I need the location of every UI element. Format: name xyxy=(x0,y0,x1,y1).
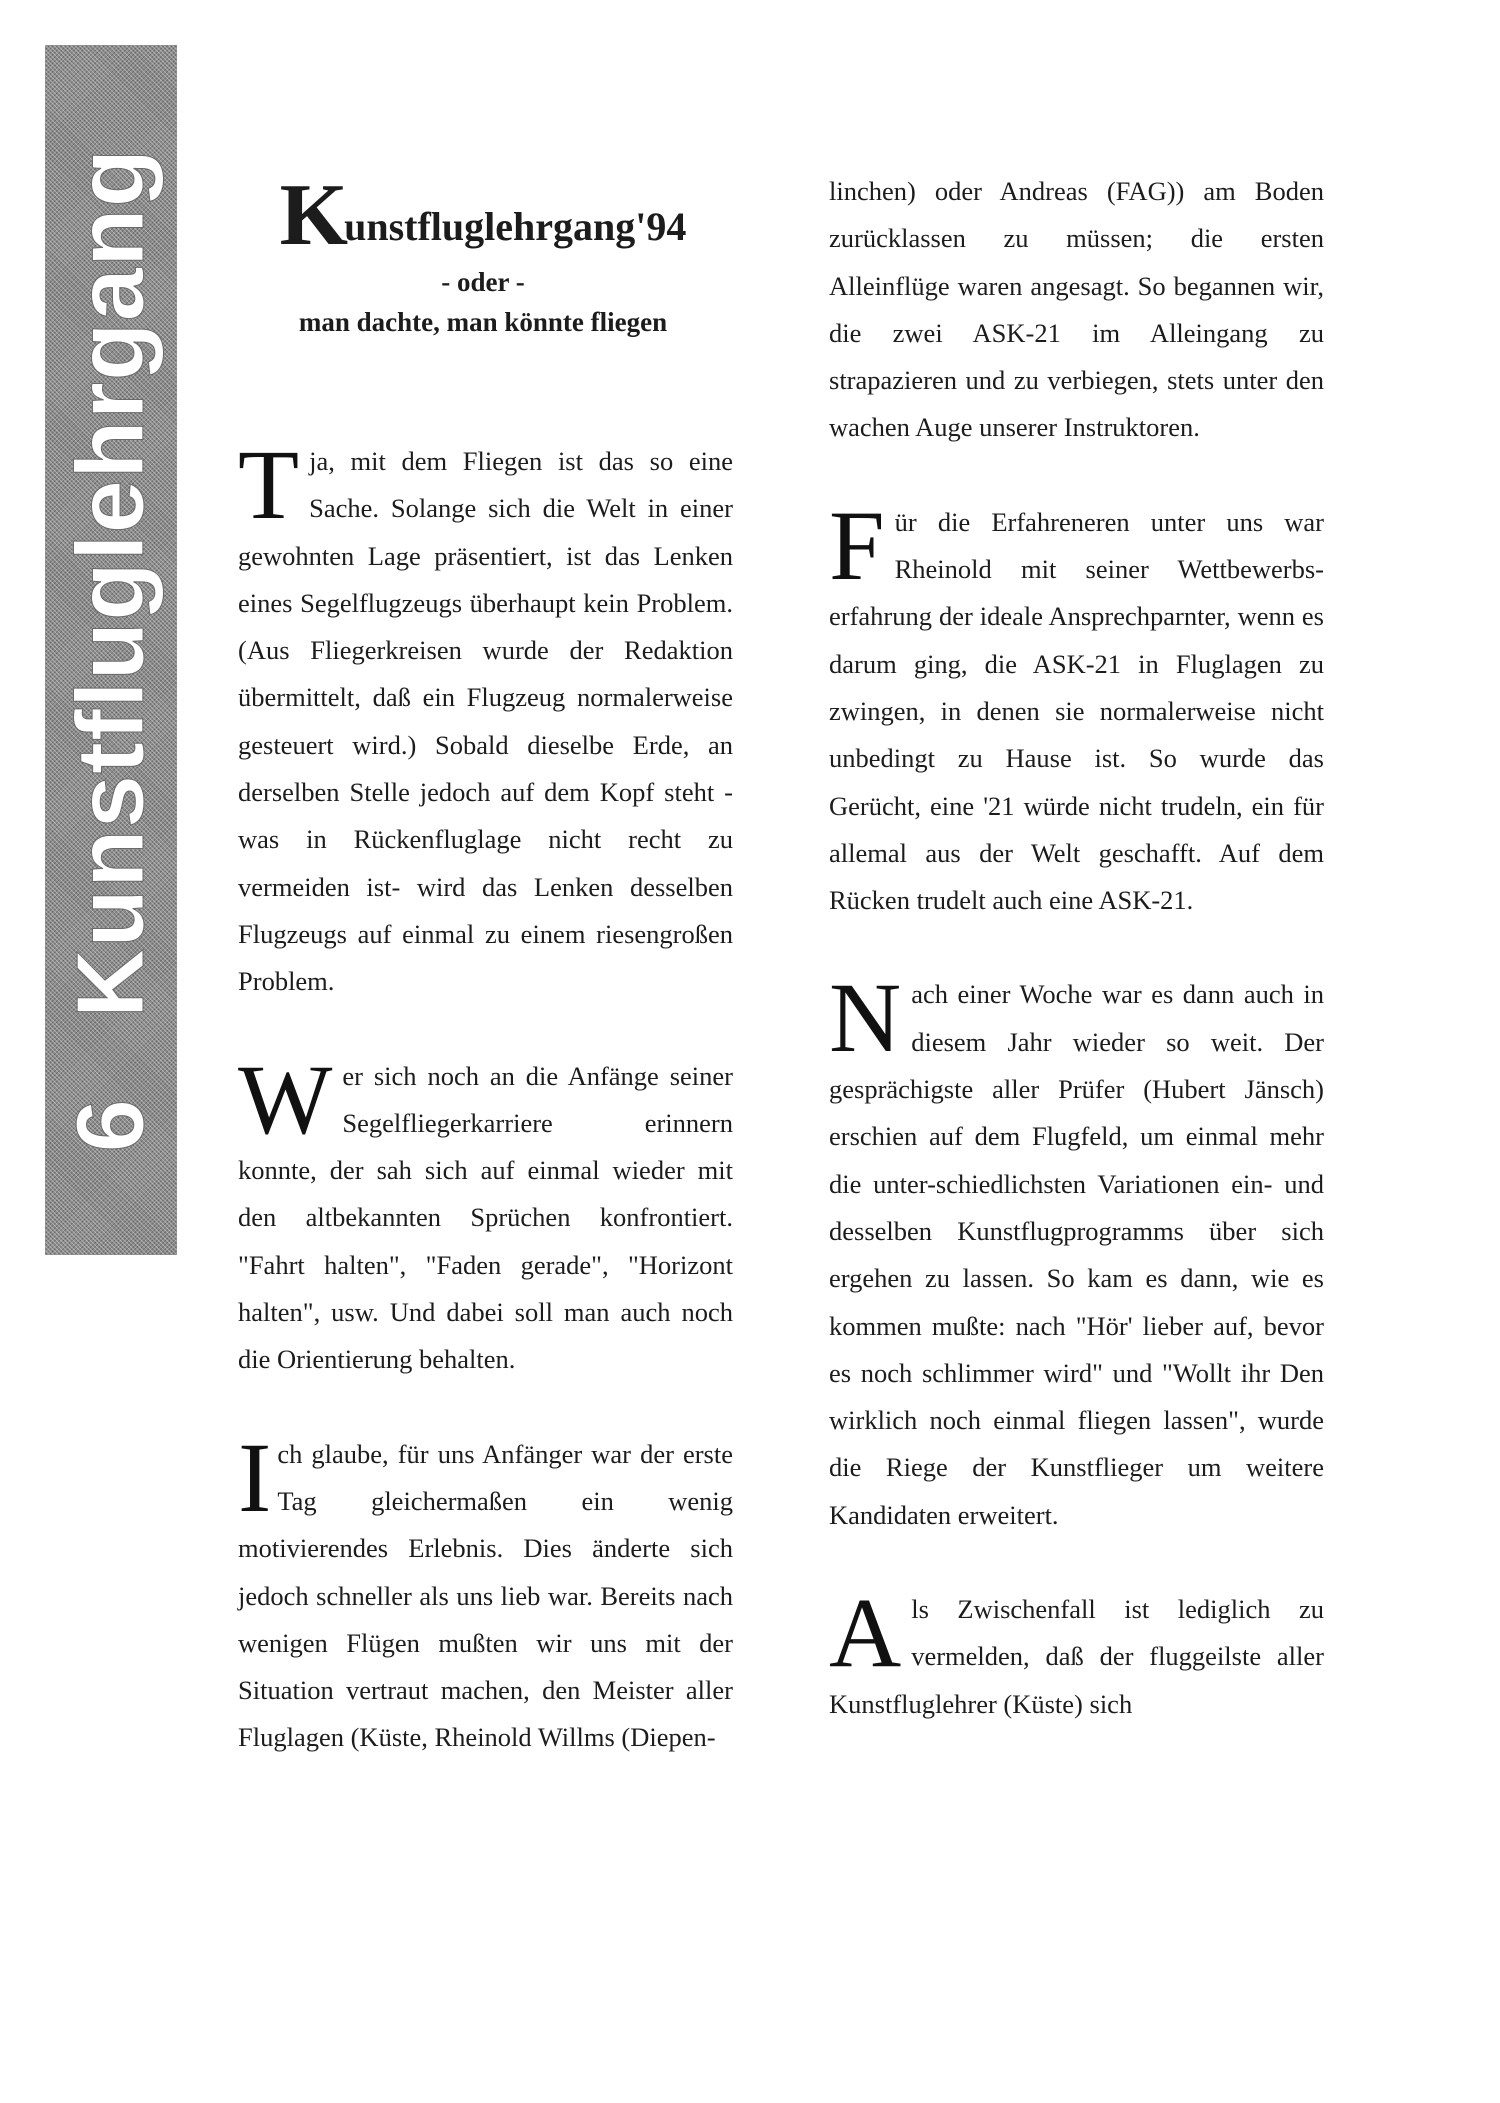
section-title: Kunstfluglehrgang xyxy=(57,147,164,1018)
drop-cap: F xyxy=(829,489,885,601)
paragraph xyxy=(829,168,1324,452)
paragraph xyxy=(238,429,733,1006)
left-column xyxy=(238,429,733,1762)
drop-cap: N xyxy=(829,962,902,1074)
paragraph-text: ja, mit dem Fliegen ist das so eine Sache. Solange sich die Welt in einer gewohnten Lage präsentiert, ist das Lenken eines Segelflugzeugs überhaupt kein Problem. (Aus Fliegerkreisen wurde der Redaktion übermittelt, daß ein Flugzeug normalerweise gesteuert wird.) Sobald dieselbe Erde, an derselben Stelle jedoch auf dem Kopf steht -was in Rückenfluglage nicht recht zu vermeiden ist- wird das Lenken desselben Flugzeugs auf einmal zu einem riesengroßen Problem. xyxy=(238,446,733,997)
section-banner xyxy=(45,45,177,1255)
subtitle-line-1: - oder - xyxy=(441,267,525,297)
paragraph-text: ür die Erfahreneren unter uns war Rheinold mit seiner Wettbewerbs-erfahrung der ideale Ansprechparnter, wenn es darum ging, die ASK-21 in Fluglagen zu zwingen, in denen sie normalerweise nicht unbedingt zu Hause ist. So wurde das Gerücht, eine '21 würde nicht trudeln, ein für allemal aus der Welt geschafft. Auf dem Rücken trudelt auch eine ASK-21. xyxy=(829,506,1324,916)
drop-cap: A xyxy=(829,1577,902,1689)
subtitle-line-2: man dachte, man könnte fliegen xyxy=(298,307,668,337)
title-rest: unstfluglehrgang'94 xyxy=(344,204,687,249)
title-initial: K xyxy=(279,167,349,264)
right-column xyxy=(829,168,1324,1728)
paragraph-text: ch glaube, für uns Anfänger war der erste Tag gleichermaßen ein wenig motivierendes Erlebnis. Dies änderte sich jedoch schneller als uns lieb war. Bereits nach wenigen Flügen mußten wir uns mit der Situation vertraut machen, den Meister aller Fluglagen (Küste, Rheinold Willms (Diepen- xyxy=(238,1438,733,1753)
paragraph xyxy=(238,1043,733,1384)
paragraph-text: er sich noch an die Anfänge seiner Segelfliegerkarriere erinnern konnte, der sah sich auf einmal wieder mit den altbekannten Sprüchen konfrontiert. "Fahrt halten", "Faden gerade", "Horizont halten", usw. Und dabei soll man auch noch die Orientierung behalten. xyxy=(238,1060,733,1375)
paragraph xyxy=(238,1421,733,1762)
drop-cap: I xyxy=(238,1421,272,1533)
paragraph xyxy=(829,962,1324,1539)
article-header xyxy=(238,167,728,340)
paragraph-text: ls Zwischenfall ist lediglich zu vermelden, daß der fluggeilste aller Kunstfluglehrer (Küste) sich xyxy=(829,1594,1324,1719)
paragraph-text: linchen) oder Andreas (FAG)) am Boden zurücklassen zu müssen; die ersten Alleinflüge waren angesagt. So begannen wir, die zwei ASK-21 im Alleingang zu strapazieren und zu verbiegen, stets unter den wachen Auge unserer Instruktoren. xyxy=(829,176,1324,443)
article-title xyxy=(238,167,728,264)
section-banner-label xyxy=(57,147,164,1153)
paragraph-text: ach einer Woche war es dann auch in diesem Jahr wieder so weit. Der gesprächigste aller Prüfer (Hubert Jänsch) erschien auf dem Flugfeld, um einmal mehr die unter-schiedlichsten Variationen ein- und desselben Kunstflugprogramms über sich ergehen zu lassen. So kam es dann, wie es kommen mußte: nach "Hör' lieber auf, bevor es noch schlimmer wird" und "Wollt ihr Den wirklich noch einmal fliegen lassen", wurde die Riege der Kunstflieger um weitere Kandidaten erweitert. xyxy=(829,979,1324,1530)
paragraph xyxy=(829,489,1324,925)
page-number: 6 xyxy=(57,1097,164,1153)
drop-cap: W xyxy=(238,1043,333,1155)
paragraph xyxy=(829,1577,1324,1728)
drop-cap: T xyxy=(238,429,300,540)
